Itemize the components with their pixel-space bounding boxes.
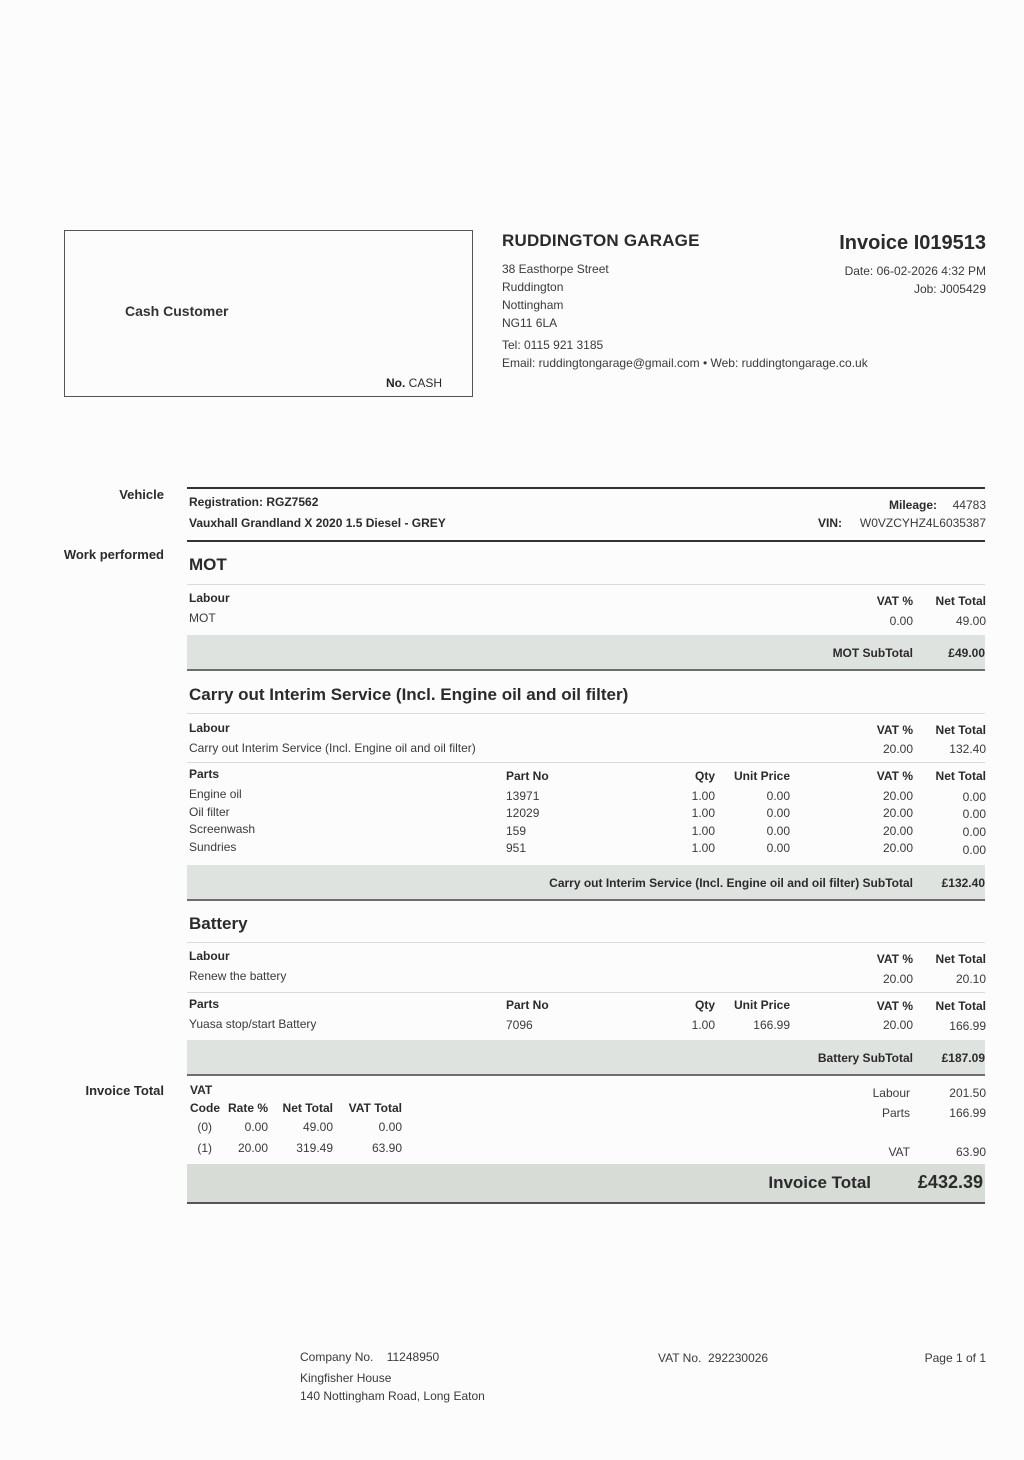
part-no-header: Part No xyxy=(506,769,549,783)
vehicle-label: Vehicle xyxy=(119,487,164,502)
vat-no-label: VAT No. xyxy=(658,1351,702,1365)
part-qty: 1.00 xyxy=(691,789,715,803)
vat-pct-header: VAT % xyxy=(876,594,913,608)
customer-name: Cash Customer xyxy=(125,303,229,319)
invoice-date: Date: 06-02-2026 4:32 PM xyxy=(844,264,986,278)
vat-col-vat: VAT Total xyxy=(348,1101,402,1115)
work-performed-label: Work performed xyxy=(63,547,164,562)
parts-header: Parts xyxy=(189,767,220,781)
company-no-value: 11248950 xyxy=(386,1350,440,1364)
divider xyxy=(187,713,985,714)
part-name: Screenwash xyxy=(189,822,256,836)
part-unit-price: 166.99 xyxy=(753,1018,790,1032)
vin-value: W0VZCYHZ4L6035387 xyxy=(859,516,986,530)
vehicle-bottom-rule xyxy=(187,540,985,542)
mileage-label: Mileage: xyxy=(889,498,938,512)
customer-no-label: No. xyxy=(385,376,406,390)
service-subtotal-value: £132.40 xyxy=(941,876,985,890)
net-total-header: Net Total xyxy=(935,594,986,608)
vat-net: 319.49 xyxy=(296,1141,333,1155)
part-qty: 1.00 xyxy=(691,841,715,855)
vehicle-description: Vauxhall Grandland X 2020 1.5 Diesel - GREY xyxy=(189,516,446,530)
battery-subtotal-value: £187.09 xyxy=(941,1051,985,1065)
totals-labour-label: Labour xyxy=(872,1086,910,1100)
section-title-service: Carry out Interim Service (Incl. Engine oil and oil filter) xyxy=(189,685,629,704)
company-address-line: 38 Easthorpe Street xyxy=(502,262,609,276)
battery-subtotal-band xyxy=(187,1040,985,1076)
part-qty: 1.00 xyxy=(691,824,715,838)
net-total-header: Net Total xyxy=(935,952,986,966)
divider xyxy=(187,584,985,585)
invoice-title: Invoice I019513 xyxy=(839,232,986,254)
unit-price-header: Unit Price xyxy=(733,769,790,783)
part-number: 951 xyxy=(506,841,527,855)
vat-table-heading: VAT xyxy=(190,1083,213,1097)
labour-header: Labour xyxy=(189,591,230,605)
part-net: 0.00 xyxy=(962,807,986,821)
qty-header: Qty xyxy=(694,998,715,1012)
part-vat: 20.00 xyxy=(882,824,913,838)
customer-no-value: CASH xyxy=(408,376,442,390)
vat-code: (1) xyxy=(197,1141,212,1155)
part-number: 7096 xyxy=(506,1018,533,1032)
section-title-battery: Battery xyxy=(189,914,248,933)
company-name: RUDDINGTON GARAGE xyxy=(502,231,700,250)
parts-header: Parts xyxy=(189,997,220,1011)
totals-labour-value: 201.50 xyxy=(949,1086,986,1100)
totals-parts-value: 166.99 xyxy=(949,1106,986,1120)
part-unit-price: 0.00 xyxy=(766,841,790,855)
divider xyxy=(187,942,985,943)
vehicle-registration: Registration: RGZ7562 xyxy=(189,495,319,509)
labour-vat: 20.00 xyxy=(882,742,913,756)
vat-amount: 63.90 xyxy=(371,1141,402,1155)
part-number: 159 xyxy=(506,824,527,838)
net-total-header: Net Total xyxy=(935,999,986,1013)
net-total-header: Net Total xyxy=(935,769,986,783)
battery-subtotal-label: Battery SubTotal xyxy=(817,1051,913,1065)
part-name: Oil filter xyxy=(189,805,230,819)
vat-net: 49.00 xyxy=(302,1120,333,1134)
part-name: Sundries xyxy=(189,840,237,854)
section-title-mot: MOT xyxy=(189,555,227,574)
mileage-value: 44783 xyxy=(952,498,986,512)
vat-rate: 20.00 xyxy=(237,1141,268,1155)
labour-desc: Renew the battery xyxy=(189,969,287,983)
part-number: 13971 xyxy=(506,789,540,803)
vat-pct-header: VAT % xyxy=(876,952,913,966)
labour-net: 49.00 xyxy=(955,614,986,628)
labour-desc: Carry out Interim Service (Incl. Engine oil and oil filter) xyxy=(189,741,476,755)
service-subtotal-label: Carry out Interim Service (Incl. Engine oil and oil filter) SubTotal xyxy=(549,876,913,890)
vat-amount: 0.00 xyxy=(378,1120,402,1134)
part-number: 12029 xyxy=(506,806,540,820)
mot-subtotal-band xyxy=(187,635,985,671)
part-unit-price: 0.00 xyxy=(766,824,790,838)
vin-label: VIN: xyxy=(818,516,842,530)
part-name: Yuasa stop/start Battery xyxy=(189,1017,317,1031)
net-total-header: Net Total xyxy=(935,723,986,737)
part-name: Engine oil xyxy=(189,787,242,801)
labour-net: 20.10 xyxy=(955,972,986,986)
part-unit-price: 0.00 xyxy=(766,806,790,820)
vehicle-top-rule xyxy=(187,487,985,489)
vat-col-net: Net Total xyxy=(282,1101,333,1115)
vat-col-code: Code xyxy=(190,1101,220,1115)
invoice-total-label-text: Invoice Total xyxy=(768,1173,871,1192)
footer-vat-no xyxy=(658,1351,768,1365)
part-vat: 20.00 xyxy=(882,1018,913,1032)
footer-address-line: 140 Nottingham Road, Long Eaton xyxy=(300,1389,485,1403)
vat-pct-header: VAT % xyxy=(876,769,913,783)
part-net: 0.00 xyxy=(962,825,986,839)
company-no-label: Company No. xyxy=(300,1350,374,1364)
customer-number xyxy=(386,376,442,390)
part-qty: 1.00 xyxy=(691,1018,715,1032)
company-address-line: NG11 6LA xyxy=(502,316,558,330)
divider xyxy=(187,762,985,763)
unit-price-header: Unit Price xyxy=(733,998,790,1012)
part-vat: 20.00 xyxy=(882,841,913,855)
vat-no-value: 292230026 xyxy=(708,1351,769,1365)
service-subtotal-band xyxy=(187,865,985,901)
part-qty: 1.00 xyxy=(691,806,715,820)
totals-vat-label: VAT xyxy=(888,1145,910,1159)
vat-pct-header: VAT % xyxy=(876,999,913,1013)
labour-desc: MOT xyxy=(189,611,216,625)
labour-header: Labour xyxy=(189,721,230,735)
labour-vat: 20.00 xyxy=(882,972,913,986)
footer-company-no xyxy=(300,1350,439,1364)
footer-page-number: Page 1 of 1 xyxy=(924,1351,986,1365)
labour-net: 132.40 xyxy=(949,742,986,756)
labour-header: Labour xyxy=(189,949,230,963)
part-net: 166.99 xyxy=(949,1019,986,1033)
vat-rate: 0.00 xyxy=(244,1120,268,1134)
company-tel: Tel: 0115 921 3185 xyxy=(502,338,604,352)
labour-vat: 0.00 xyxy=(889,614,913,628)
totals-vat-value: 63.90 xyxy=(955,1145,986,1159)
vat-pct-header: VAT % xyxy=(876,723,913,737)
part-net: 0.00 xyxy=(962,843,986,857)
company-contact: Email: ruddingtongarage@gmail.com • Web: ruddingtongarage.co.uk xyxy=(502,356,868,370)
part-vat: 20.00 xyxy=(882,806,913,820)
divider xyxy=(187,992,985,993)
invoice-total-value: £432.39 xyxy=(917,1172,983,1192)
part-vat: 20.00 xyxy=(882,789,913,803)
part-unit-price: 0.00 xyxy=(766,789,790,803)
invoice-job: Job: J005429 xyxy=(913,282,986,296)
mot-subtotal-value: £49.00 xyxy=(948,646,985,660)
company-address-line: Ruddington xyxy=(502,280,564,294)
mot-subtotal-label: MOT SubTotal xyxy=(832,646,913,660)
qty-header: Qty xyxy=(694,769,715,783)
customer-box xyxy=(64,230,473,397)
footer-address-line: Kingfisher House xyxy=(300,1371,392,1385)
invoice-total-label: Invoice Total xyxy=(85,1083,164,1098)
invoice-total-band xyxy=(187,1164,985,1204)
vat-col-rate: Rate % xyxy=(228,1101,269,1115)
totals-parts-label: Parts xyxy=(881,1106,910,1120)
part-net: 0.00 xyxy=(962,790,986,804)
vat-code: (0) xyxy=(197,1120,212,1134)
part-no-header: Part No xyxy=(506,998,549,1012)
company-address-line: Nottingham xyxy=(502,298,564,312)
